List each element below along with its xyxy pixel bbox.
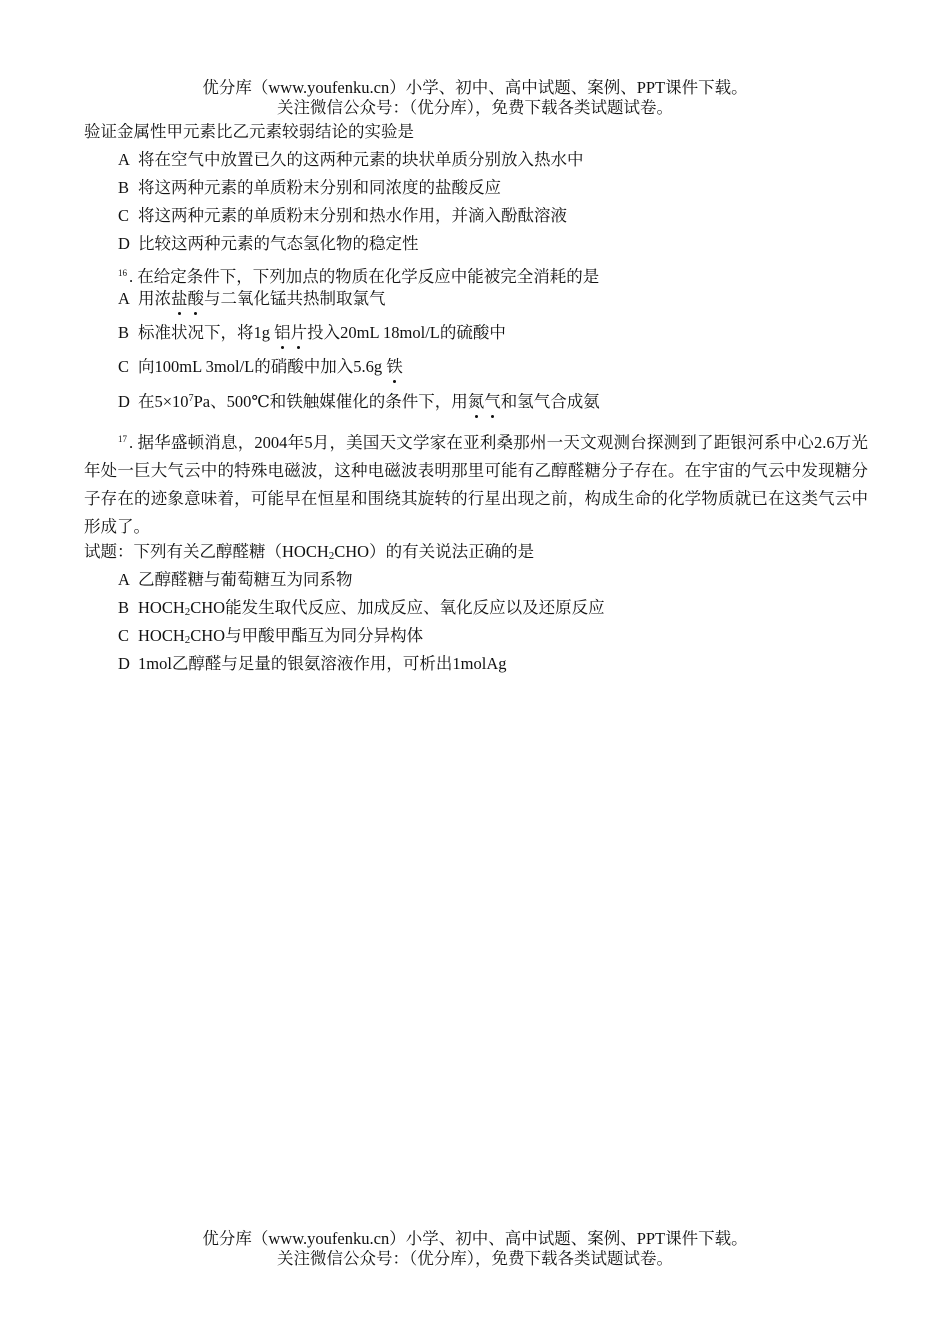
option-letter: D <box>118 654 130 673</box>
q15-option-c <box>118 205 567 227</box>
subscript: 2 <box>184 606 191 618</box>
q15-stem: 验证金属性甲元素比乙元素较弱结论的实验是 <box>84 122 414 141</box>
option-letter: D <box>118 234 130 253</box>
option-letter: C <box>118 206 130 225</box>
q17-passage <box>84 425 868 541</box>
q16-stem <box>118 262 599 288</box>
option-text: HOCH <box>138 626 185 645</box>
option-text: 与二氧化锰共热制取氯气 <box>204 289 386 308</box>
dotted-char: 铝 <box>274 323 291 342</box>
option-letter: C <box>118 357 130 376</box>
q15-option-d <box>118 233 419 255</box>
option-text: 1mol乙醇醛与足量的银氨溶液作用，可析出1molAg <box>138 654 507 673</box>
dotted-char: 氮 <box>467 392 485 411</box>
option-text: 将这两种元素的单质粉末分别和热水作用，并滴入酚酞溶液 <box>138 206 567 225</box>
stem-text: 试题：下列有关乙醇醛糖（HOCH <box>84 542 329 561</box>
option-letter: A <box>118 150 130 169</box>
option-text: CHO与甲酸甲酯互为同分异构体 <box>190 626 424 645</box>
option-text: 和氢气合成氨 <box>500 392 600 411</box>
q17-option-d <box>118 653 507 675</box>
footer-line-1: 优分库（www.youfenku.cn）小学、初中、高中试题、案例、PPT课件下载。 <box>202 1229 748 1248</box>
footer-line-2: 关注微信公众号：（优分库），免费下载各类试题试卷。 <box>277 1249 673 1268</box>
page-header <box>0 78 950 118</box>
stem-text: CHO）的有关说法正确的是 <box>334 542 535 561</box>
option-letter: B <box>118 178 130 197</box>
q15-option-b <box>118 177 501 199</box>
subscript: 2 <box>184 634 191 646</box>
question-number: 16 <box>118 268 127 278</box>
option-letter: C <box>118 626 130 645</box>
option-text: 用浓 <box>138 289 171 308</box>
dotted-char: 片 <box>290 323 308 342</box>
q15-option-a <box>118 149 584 171</box>
dotted-char: 盐 <box>171 289 188 308</box>
q17-option-c <box>118 625 423 647</box>
option-text: 标准状况下，将1g <box>138 323 275 342</box>
option-letter: D <box>118 392 130 411</box>
option-text: 将这两种元素的单质粉末分别和同浓度的盐酸反应 <box>138 178 501 197</box>
dotted-char: 酸 <box>187 289 204 308</box>
option-letter: B <box>118 598 130 617</box>
q16-option-a <box>118 288 386 310</box>
option-letter: A <box>118 289 130 308</box>
header-line-1: 优分库（www.youfenku.cn）小学、初中、高中试题、案例、PPT课件下载。 <box>202 78 748 97</box>
option-text: CHO能发生取代反应、加成反应、氧化反应以及还原反应 <box>190 598 605 617</box>
q16-option-b <box>118 322 506 344</box>
page-footer <box>0 1229 950 1269</box>
option-text: Pa、500℃和铁触媒催化的条件下，用 <box>193 392 468 411</box>
q17-option-b <box>118 597 605 619</box>
option-text: HOCH <box>138 598 185 617</box>
option-text: 乙醇醛糖与葡萄糖互为同系物 <box>138 570 353 589</box>
option-text: 向100mL 3mol/L的硝酸中加入5.6g <box>138 357 387 376</box>
option-letter: A <box>118 570 130 589</box>
option-letter: B <box>118 323 130 342</box>
dotted-char: 铁 <box>386 357 403 376</box>
q17-stem <box>84 541 534 563</box>
option-text: 投入20mL 18mol/L的硫酸中 <box>307 323 506 342</box>
q16-option-d <box>118 391 600 413</box>
header-line-2: 关注微信公众号：（优分库），免费下载各类试题试卷。 <box>277 98 673 117</box>
question-number: 17 <box>118 434 127 444</box>
question-text: . 在给定条件下，下列加点的物质在化学反应中能被完全消耗的是 <box>129 267 600 286</box>
subscript: 2 <box>328 550 335 562</box>
option-text: 比较这两种元素的气态氢化物的稳定性 <box>138 234 419 253</box>
option-text: 将在空气中放置已久的这两种元素的块状单质分别放入热水中 <box>138 150 584 169</box>
dotted-char: 气 <box>484 392 501 411</box>
option-text: 在5×10 <box>138 392 189 411</box>
passage-text: . 据华盛顿消息，2004年5月，美国天文学家在亚利桑那州一天文观测台探测到了距银河系中心2.6万光年处一巨大气云中的特殊电磁波，这种电磁波表明那里可能有乙醇醛糖分子存在。在宇宙的气云中发现糖分子存在的迹象意味着，可能早在恒星和围绕其旋转的行星出现之前，构成生命的化学物质就已在这类气云中形成了。 <box>84 433 868 536</box>
q17-option-a <box>118 569 353 591</box>
q16-option-c <box>118 356 403 378</box>
exponent: 7 <box>188 393 194 404</box>
